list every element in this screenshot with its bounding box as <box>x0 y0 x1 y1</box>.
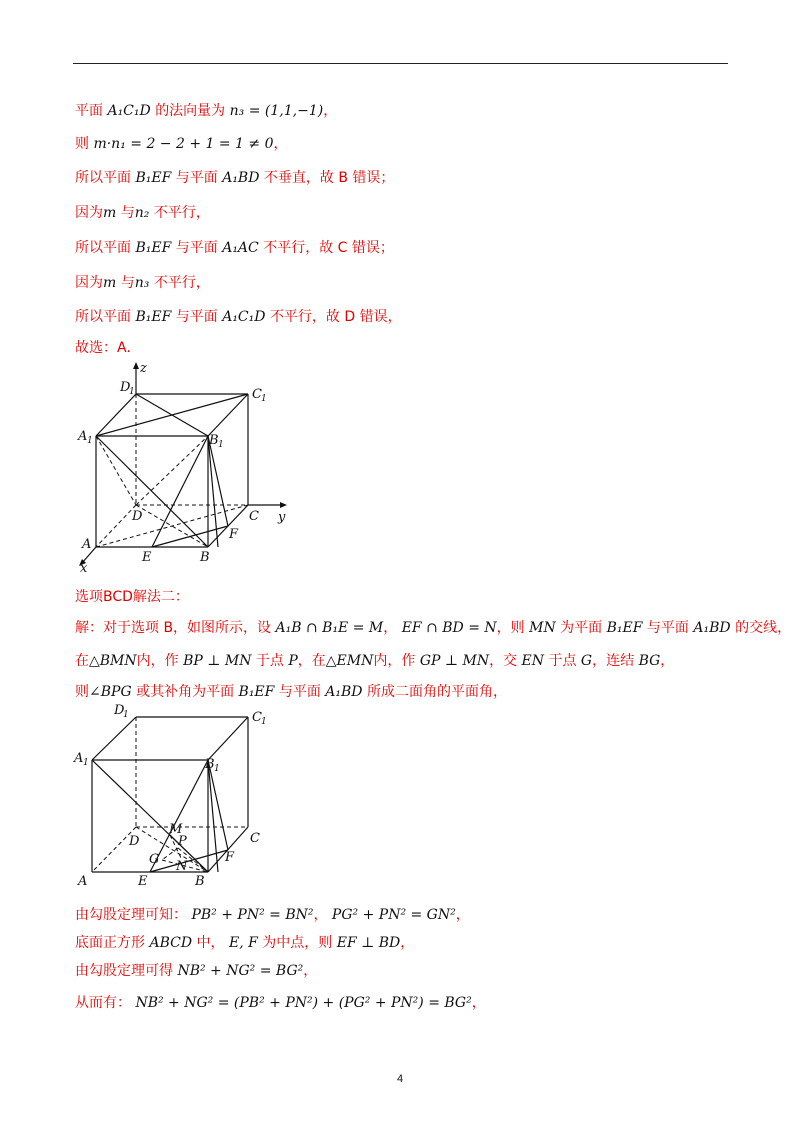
label-D: D <box>132 509 143 524</box>
text-line-5: 所以平面 B₁EF 与平面 A₁AC 不平行，故 C 错误； <box>75 240 394 256</box>
label-y: y <box>278 510 286 525</box>
label-B: B <box>200 550 210 565</box>
label-C: C <box>250 831 260 846</box>
text-line-4: 因为m 与n₂ 不平行， <box>75 205 210 221</box>
cube-figure-2 <box>70 700 300 895</box>
label-A1: A <box>74 751 84 766</box>
label-A1: A <box>78 429 88 444</box>
label-C1-sub: 1 <box>261 394 267 404</box>
label-F: F <box>229 527 239 542</box>
label-D1: D <box>114 703 125 718</box>
label-C1-sub: 1 <box>261 717 267 727</box>
label-C1: C <box>252 387 262 402</box>
section3-line-1: 由勾股定理可知： PB² + PN² = BN²， PG² + PN² = GN²， <box>75 907 470 923</box>
label-E: E <box>142 550 152 565</box>
section2-line-1: 解：对于选项 B，如图所示，设 A₁B ∩ B₁E = M， EF ∩ BD = N，则 MN 为平面 B₁EF 与平面 A₁BD 的交线， <box>75 620 792 636</box>
label-P: P <box>178 834 187 849</box>
label-A1-sub: 1 <box>87 436 93 446</box>
text-line-7: 所以平面 B₁EF 与平面 A₁C₁D 不平行，故 D 错误， <box>75 309 402 325</box>
label-A: A <box>82 537 92 552</box>
section3-line-3: 由勾股定理可得 NB² + NG² = BG²， <box>75 963 318 979</box>
section2-heading: 选项BCD解法二： <box>75 589 189 605</box>
label-D1-sub: 1 <box>129 387 135 397</box>
label-B1-sub: 1 <box>214 764 220 774</box>
label-D: D <box>129 834 140 849</box>
label-x: x <box>80 561 88 573</box>
label-N: N <box>176 859 188 874</box>
label-F: F <box>225 850 235 865</box>
text-line-1: 平面 A₁C₁D 的法向量为 n₃ = (1,1,−1)， <box>75 103 338 119</box>
section2-line-2: 在△BMN内，作 BP ⊥ MN 于点 P，在△EMN内，作 GP ⊥ MN，交 EN 于点 G，连结 BG， <box>75 653 675 669</box>
text-line-8: 故选：A. <box>75 340 131 356</box>
label-A1-sub: 1 <box>83 758 89 768</box>
section3-line-2: 底面正方形 ABCD 中， E, F 为中点，则 EF ⊥ BD， <box>75 935 415 951</box>
label-B1: B <box>209 433 219 448</box>
label-C1: C <box>252 710 262 725</box>
label-G: G <box>149 852 160 867</box>
label-B: B <box>195 874 205 889</box>
label-z: z <box>140 361 147 376</box>
text-line-6: 因为m 与n₃ 不平行， <box>75 275 210 291</box>
label-D1: D <box>120 380 131 395</box>
label-C: C <box>249 509 259 524</box>
label-M: M <box>169 822 183 837</box>
page-number: 4 <box>396 1073 404 1085</box>
section3-line-4: 从而有： NB² + NG² = (PB² + PN²) + (PG² + PN²) = BG²， <box>75 995 486 1011</box>
label-B1-sub: 1 <box>218 440 224 450</box>
text-line-2: 则 m·n₁ = 2 − 2 + 1 = 1 ≠ 0， <box>75 136 288 152</box>
label-B1: B <box>205 757 215 772</box>
section2-line-3: 则∠BPG 或其补角为平面 B₁EF 与平面 A₁BD 所成二面角的平面角， <box>75 684 507 700</box>
header-rule <box>73 63 728 64</box>
label-A: A <box>78 874 88 889</box>
cube-figure-1 <box>70 358 300 573</box>
label-D1-sub: 1 <box>123 710 129 720</box>
label-E: E <box>138 874 148 889</box>
text-line-3: 所以平面 B₁EF 与平面 A₁BD 不垂直，故 B 错误； <box>75 170 395 186</box>
